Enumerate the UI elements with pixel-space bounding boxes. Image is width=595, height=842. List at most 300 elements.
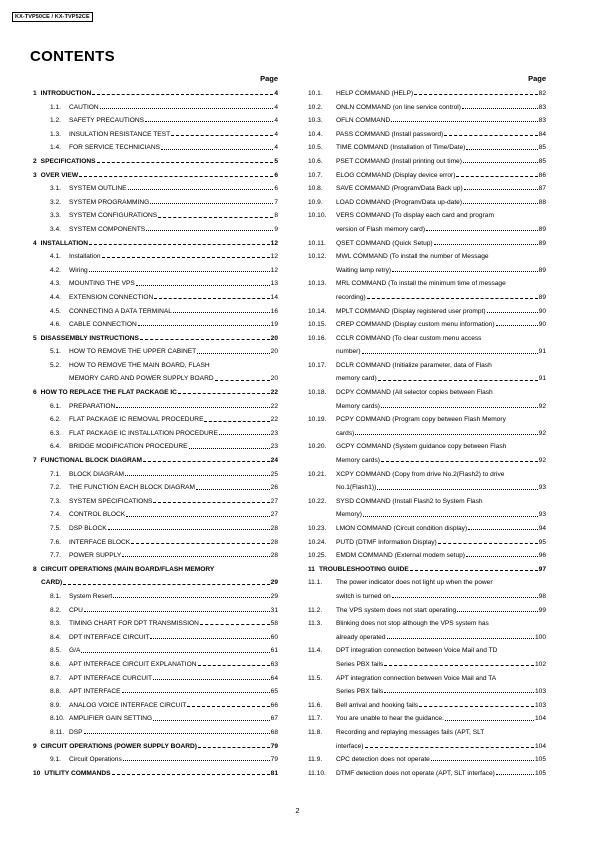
toc-entry-title: MRL COMMAND (To install the minimum time of message	[336, 280, 506, 288]
toc-entry-page: 92	[538, 429, 546, 437]
toc-entry[interactable]	[308, 318, 546, 332]
toc-entry-number: 9.1.	[50, 756, 61, 764]
toc-entry[interactable]	[308, 305, 546, 319]
toc-entry-page: 29	[270, 592, 278, 600]
toc-entry[interactable]	[33, 141, 278, 155]
toc-entry-page: 19	[270, 321, 278, 329]
toc-entry-number: 11.2.	[308, 606, 323, 614]
toc-leader	[81, 652, 269, 653]
toc-entry-number: 8	[33, 565, 37, 573]
toc-entry-title: FOR SERVICE TECHNICIANS	[69, 144, 160, 152]
toc-entry[interactable]	[308, 726, 546, 740]
toc-entry[interactable]	[33, 237, 278, 251]
toc-entry-number: 10.3.	[308, 117, 323, 125]
toc-entry[interactable]	[33, 753, 278, 767]
toc-entry[interactable]	[308, 590, 546, 604]
toc-entry[interactable]	[33, 101, 278, 115]
page-column-header: Page	[528, 74, 546, 83]
toc-entry-number: 3.4.	[50, 225, 61, 233]
toc-entry[interactable]	[33, 740, 278, 754]
toc-entry-title: CONTROL BLOCK	[69, 511, 126, 519]
toc-entry[interactable]	[33, 332, 278, 346]
toc-leader	[84, 733, 270, 734]
toc-entry-page: 66	[270, 701, 278, 709]
toc-entry-number: 11.5.	[308, 674, 323, 682]
toc-leader	[189, 448, 270, 449]
toc-entry-number: 6.1.	[50, 402, 61, 410]
toc-entry[interactable]	[33, 495, 278, 509]
toc-entry-page: 20	[270, 348, 278, 356]
toc-entry-title: TROUBLESHOOTING GUIDE	[318, 565, 409, 573]
toc-entry-title: CPC detection does not operate	[336, 756, 430, 764]
toc-entry-number: 10.9.	[308, 198, 323, 206]
toc-leader	[100, 108, 274, 109]
toc-entry-number: 7.7.	[50, 552, 61, 560]
toc-leader	[466, 149, 537, 150]
toc-entry-page: 58	[270, 620, 278, 628]
toc-leader	[79, 176, 273, 177]
page-number: 2	[295, 806, 300, 815]
toc-leader	[496, 325, 538, 326]
toc-entry[interactable]	[308, 169, 546, 183]
toc-entry[interactable]	[308, 495, 546, 509]
toc-entry-title: FUNCTIONAL BLOCK DIAGRAM	[40, 457, 143, 465]
toc-entry[interactable]	[308, 522, 546, 536]
toc-entry-title: Bell arrival and hooking fails	[336, 701, 419, 709]
toc-entry[interactable]	[33, 277, 278, 291]
toc-entry-page: 91	[538, 375, 546, 383]
toc-entry-number: 1	[33, 90, 37, 97]
toc-entry-page: 63	[270, 660, 278, 668]
toc-leader	[197, 353, 270, 354]
toc-entry[interactable]	[33, 427, 278, 441]
toc-entry-title: Circuit Operations	[69, 756, 122, 764]
toc-entry[interactable]	[308, 264, 546, 278]
toc-entry[interactable]	[33, 563, 278, 577]
toc-entry[interactable]	[308, 87, 546, 101]
toc-entry[interactable]	[33, 767, 278, 781]
toc-entry[interactable]	[308, 767, 546, 781]
toc-entry-title: DSP BLOCK	[69, 525, 107, 532]
toc-leader	[410, 570, 538, 571]
toc-entry-title: already operated	[336, 633, 386, 641]
toc-entry-title: MWL COMMAND (To install the number of Message	[336, 253, 489, 261]
toc-entry-page: 13	[270, 280, 278, 288]
toc-entry-page: 9	[274, 225, 278, 233]
toc-entry[interactable]	[33, 685, 278, 699]
toc-entry[interactable]	[308, 617, 546, 631]
toc-leader	[381, 407, 538, 408]
toc-entry[interactable]	[308, 508, 546, 522]
toc-entry-page: 60	[270, 633, 278, 641]
toc-entry-title: APT integration connection between Voice Mail and TA	[336, 674, 497, 682]
toc-entry-number: 6.4.	[50, 443, 61, 451]
toc-entry[interactable]	[308, 101, 546, 115]
toc-entry[interactable]	[33, 481, 278, 495]
toc-entry[interactable]	[308, 672, 546, 686]
toc-entry-number: 4	[33, 239, 37, 247]
toc-entry[interactable]	[308, 332, 546, 346]
toc-entry-number: 7	[33, 457, 37, 465]
toc-entry-title: G/A	[69, 647, 81, 655]
toc-entry[interactable]	[33, 604, 278, 618]
toc-entry[interactable]	[33, 250, 278, 264]
toc-entry-title: VERS COMMAND (To display each card and program	[336, 212, 494, 220]
toc-entry[interactable]	[33, 508, 278, 522]
toc-entry-page: 94	[538, 525, 546, 532]
toc-entry-number: 1.3.	[50, 130, 61, 138]
toc-entry-title: PREPARATION	[69, 402, 116, 410]
toc-entry[interactable]	[308, 563, 546, 577]
toc-leader	[154, 298, 269, 299]
toc-entry[interactable]	[308, 658, 546, 672]
toc-entry-number: 5.2.	[50, 361, 61, 369]
toc-entry-title: The power indicator does not light up when the power	[336, 579, 493, 587]
toc-entry-page: 27	[270, 497, 278, 505]
toc-entry-title: Memory cards)	[336, 402, 380, 410]
toc-entry-title: number)	[336, 348, 361, 356]
toc-leader	[150, 203, 273, 204]
toc-entry-title: cards)	[336, 429, 355, 437]
toc-entry-title: CARD)	[41, 579, 63, 587]
toc-entry[interactable]	[308, 454, 546, 468]
toc-entry-number: 10.7.	[308, 171, 323, 179]
toc-entry-number: 11.6.	[308, 701, 323, 709]
toc-leader	[187, 706, 269, 707]
toc-entry[interactable]	[308, 699, 546, 713]
toc-entry[interactable]	[33, 454, 278, 468]
toc-entry-title: DTMF detection does not operate (APT, SLT interface)	[336, 769, 495, 777]
toc-entry-page: 68	[270, 728, 278, 736]
toc-entry-title: POWER SUPPLY	[69, 552, 122, 560]
toc-entry[interactable]	[33, 223, 278, 237]
toc-entry[interactable]	[33, 522, 278, 536]
toc-entry-title: DPT integration connection between Voice Mail and TD	[336, 647, 498, 655]
toc-entry-page: 105	[534, 756, 546, 764]
toc-entry-page: 6	[274, 185, 278, 193]
toc-list-right	[308, 87, 546, 780]
toc-entry-number: 11.7.	[308, 715, 323, 723]
toc-entry-title: memory card)	[336, 375, 377, 383]
toc-entry[interactable]	[308, 237, 546, 251]
toc-entry[interactable]	[308, 712, 546, 726]
toc-right-column	[308, 72, 546, 780]
toc-leader	[122, 692, 270, 693]
toc-leader	[365, 747, 534, 748]
toc-entry-page: 89	[538, 239, 546, 247]
toc-entry[interactable]	[308, 753, 546, 767]
toc-leader	[464, 189, 538, 190]
toc-entry-number: 8.7.	[50, 674, 61, 682]
toc-entry-page: 31	[270, 606, 278, 614]
toc-entry[interactable]	[308, 604, 546, 618]
toc-leader	[173, 312, 270, 313]
toc-entry[interactable]	[33, 318, 278, 332]
toc-entry-page: 105	[534, 769, 546, 777]
toc-entry-title: BLOCK DIAGRAM	[69, 470, 124, 478]
toc-leader	[153, 679, 270, 680]
toc-entry[interactable]	[33, 400, 278, 414]
toc-entry[interactable]	[308, 196, 546, 210]
toc-entry[interactable]	[33, 87, 278, 101]
toc-entry-page: 23	[270, 429, 278, 437]
toc-entry[interactable]	[33, 590, 278, 604]
toc-entry[interactable]	[308, 440, 546, 454]
toc-entry-number: 10.11.	[308, 239, 326, 247]
toc-entry[interactable]	[308, 386, 546, 400]
toc-entry[interactable]	[308, 468, 546, 482]
toc-entry[interactable]	[308, 549, 546, 563]
toc-entry-number: 6	[33, 389, 37, 397]
toc-entry-number: 10.10.	[308, 212, 327, 220]
toc-entry-page: 86	[538, 171, 546, 179]
toc-leader	[128, 189, 274, 190]
toc-entry-page: 87	[538, 185, 546, 193]
toc-leader	[419, 706, 534, 707]
toc-entry-number: 10.13.	[308, 280, 327, 288]
toc-leader	[122, 556, 269, 557]
toc-leader	[378, 380, 538, 381]
toc-entry-title: GCPY COMMAND (System guidance copy between Flash	[336, 443, 507, 451]
toc-leader	[196, 489, 270, 490]
toc-entry-page: 96	[538, 552, 546, 560]
toc-entry-title: Series PBX fails	[336, 660, 384, 668]
toc-entry-title: Waiting lamp retry)	[336, 266, 392, 274]
toc-leader	[456, 176, 537, 177]
toc-entry-title: CIRCUIT OPERATIONS (POWER SUPPLY BOARD)	[40, 742, 197, 750]
toc-entry[interactable]	[33, 631, 278, 645]
toc-entry-page: 91	[538, 348, 546, 356]
toc-entry[interactable]	[33, 209, 278, 223]
toc-entry[interactable]	[308, 155, 546, 169]
toc-leader	[204, 421, 269, 422]
toc-entry[interactable]	[308, 576, 546, 590]
toc-entry[interactable]	[33, 128, 278, 142]
toc-entry[interactable]	[33, 699, 278, 713]
toc-entry[interactable]	[33, 291, 278, 305]
toc-entry-title: SYSD COMMAND (Install Flash2 to System Flash	[336, 497, 483, 505]
toc-leader	[145, 121, 273, 122]
toc-leader	[102, 257, 270, 258]
toc-entry-number: 7.2.	[50, 484, 61, 492]
toc-entry-title: CIRCUIT OPERATIONS (MAIN BOARD/FLASH MEMORY	[40, 565, 215, 573]
toc-entry[interactable]	[308, 114, 546, 128]
toc-entry[interactable]	[308, 740, 546, 754]
toc-entry-number: 1.1.	[50, 103, 61, 111]
toc-entry-page: 12	[270, 239, 278, 247]
toc-entry-number: 3.3.	[50, 212, 61, 220]
toc-entry-number: 4.1.	[50, 253, 61, 261]
toc-entry-number: 10.2.	[308, 103, 323, 111]
toc-entry-page: 97	[538, 565, 546, 573]
toc-entry[interactable]	[33, 413, 278, 427]
toc-entry[interactable]	[33, 372, 278, 386]
toc-entry[interactable]	[33, 114, 278, 128]
toc-entry-page: 24	[270, 457, 278, 465]
toc-entry-title: FLAT PACKAGE IC INSTALLATION PROCEDURE	[69, 429, 218, 437]
toc-entry-page: 89	[538, 293, 546, 301]
toc-leader	[434, 244, 538, 245]
toc-entry-page: 16	[270, 307, 278, 315]
toc-leader	[219, 434, 270, 435]
toc-entry-page: 104	[534, 715, 546, 723]
toc-leader	[63, 584, 269, 585]
toc-entry[interactable]	[33, 576, 278, 590]
toc-leader	[200, 624, 270, 625]
toc-entry[interactable]	[308, 481, 546, 495]
toc-leader	[392, 271, 538, 272]
toc-entry-page: 83	[538, 103, 546, 111]
toc-entry-page: 103	[534, 701, 546, 709]
toc-entry-title: PASS COMMAND (Install password)	[336, 130, 444, 138]
toc-entry-title: Memory)	[336, 511, 363, 519]
toc-entry[interactable]	[308, 400, 546, 414]
toc-entry-title: Blinking does not stop although the VPS system has	[336, 620, 489, 628]
toc-entry[interactable]	[308, 644, 546, 658]
toc-entry-number: 8.5.	[50, 647, 61, 655]
toc-entry-number: 8.8.	[50, 688, 61, 696]
toc-entry-page: 61	[270, 647, 278, 655]
toc-entry-title: HELP COMMAND (HELP)	[336, 90, 414, 97]
toc-entry-title: FLAT PACKAGE IC REMOVAL PROCEDURE	[69, 416, 204, 424]
toc-entry[interactable]	[33, 305, 278, 319]
toc-entry[interactable]	[33, 549, 278, 563]
toc-entry-number: 11.9.	[308, 756, 323, 764]
toc-entry[interactable]	[308, 359, 546, 373]
toc-entry[interactable]	[308, 536, 546, 550]
toc-entry[interactable]	[308, 291, 546, 305]
toc-entry[interactable]	[308, 128, 546, 142]
toc-entry-title: You are unable to hear the guidance.	[336, 715, 444, 723]
toc-entry-title: DCLR COMMAND (Initialize parameter, data of Flash	[336, 361, 492, 369]
toc-entry-page: 100	[534, 633, 546, 641]
toc-entry[interactable]	[33, 359, 278, 373]
toc-entry[interactable]	[33, 726, 278, 740]
toc-leader	[445, 720, 534, 721]
toc-entry-page: 79	[270, 756, 278, 764]
toc-entry-page: 89	[538, 266, 546, 274]
toc-leader	[362, 353, 538, 354]
toc-entry[interactable]	[308, 345, 546, 359]
toc-entry-number: 7.5.	[50, 525, 61, 532]
toc-entry-title: ANALOG VOICE INTERFACE CIRCUIT	[69, 701, 187, 709]
toc-entry-title: interface)	[336, 742, 364, 750]
toc-entry-title: CPU	[69, 606, 83, 614]
toc-leader	[496, 774, 534, 775]
toc-entry-number: 6.2.	[50, 416, 61, 424]
toc-entry[interactable]	[33, 182, 278, 196]
toc-entry-number: 10.12.	[308, 253, 327, 261]
toc-leader	[487, 312, 538, 313]
toc-leader	[355, 434, 537, 435]
toc-entry[interactable]	[33, 196, 278, 210]
toc-entry[interactable]	[33, 672, 278, 686]
toc-entry-page: 104	[534, 742, 546, 750]
toc-entry[interactable]	[308, 209, 546, 223]
toc-leader	[113, 597, 269, 598]
toc-entry-title: CCLR COMMAND (To clear custom menu access	[336, 334, 482, 342]
toc-entry[interactable]	[308, 250, 546, 264]
toc-entry[interactable]	[308, 427, 546, 441]
toc-leader	[140, 339, 270, 340]
toc-leader	[112, 774, 270, 775]
toc-entry-page: 14	[270, 293, 278, 301]
toc-entry[interactable]	[33, 345, 278, 359]
toc-leader	[126, 516, 269, 517]
toc-entry[interactable]	[33, 617, 278, 631]
toc-leader	[136, 285, 270, 286]
toc-entry[interactable]	[33, 658, 278, 672]
toc-entry-title: DSP	[69, 728, 83, 736]
page-title: CONTENTS	[30, 48, 115, 65]
toc-leader	[431, 760, 534, 761]
toc-leader	[392, 597, 538, 598]
toc-entry[interactable]	[33, 155, 278, 169]
toc-entry[interactable]	[308, 141, 546, 155]
toc-leader	[363, 516, 538, 517]
toc-left-column	[33, 72, 278, 780]
toc-entry-page: 28	[270, 538, 278, 546]
toc-entry-number: 10.16.	[308, 334, 327, 342]
toc-entry-number: 8.2.	[50, 606, 61, 614]
toc-leader	[146, 230, 273, 231]
toc-entry-title: HOW TO REMOVE THE UPPER CABINET	[69, 348, 197, 356]
toc-entry-title: EXTENSION CONNECTION	[69, 293, 154, 301]
toc-entry-title: QSET COMMAND (Quick Setup)	[336, 239, 433, 247]
toc-entry-number: 4.4.	[50, 293, 61, 301]
toc-entry-title: AMPLIFIER GAIN SETTING	[69, 715, 153, 723]
toc-entry-number: 3.2.	[50, 198, 61, 206]
toc-entry-title: APT INTERFACE	[69, 688, 121, 696]
toc-entry-title: Series PBX fails	[336, 688, 384, 696]
toc-entry-page: 89	[538, 225, 546, 233]
toc-entry[interactable]	[33, 386, 278, 400]
toc-entry-title: DCPY COMMAND (All selector copies between Flash	[336, 389, 493, 397]
toc-entry[interactable]	[308, 277, 546, 291]
toc-entry-title: CAUTION	[69, 103, 99, 111]
toc-entry-number: 10.20.	[308, 443, 327, 451]
toc-entry[interactable]	[308, 372, 546, 386]
toc-entry-title: HOW TO REPLACE THE FLAT PACKAGE IC	[40, 389, 177, 397]
toc-entry-number: 4.5.	[50, 307, 61, 315]
toc-entry-title: XCPY COMMAND (Copy from drive No.2(Flash2) to drive	[336, 470, 505, 478]
toc-entry[interactable]	[33, 169, 278, 183]
toc-entry[interactable]	[33, 264, 278, 278]
toc-entry[interactable]	[308, 631, 546, 645]
toc-leader	[444, 135, 537, 136]
toc-entry[interactable]	[33, 440, 278, 454]
toc-leader	[161, 149, 273, 150]
toc-entry-number: 10.4.	[308, 130, 323, 138]
toc-entry[interactable]	[308, 413, 546, 427]
toc-entry-page: 79	[270, 742, 278, 750]
toc-entry-number: 10	[33, 769, 41, 777]
toc-entry[interactable]	[33, 536, 278, 550]
toc-entry[interactable]	[308, 685, 546, 699]
toc-entry[interactable]	[33, 468, 278, 482]
toc-entry[interactable]	[308, 223, 546, 237]
toc-entry-title: PSET COMMAND (Install printing out time)	[336, 157, 462, 165]
toc-entry[interactable]	[33, 712, 278, 726]
toc-entry-number: 10.22.	[308, 497, 327, 505]
toc-entry-title: DISASSEMBLY INSTRUCTIONS	[40, 334, 139, 342]
toc-leader	[367, 298, 538, 299]
toc-entry[interactable]	[33, 644, 278, 658]
toc-entry[interactable]	[308, 182, 546, 196]
toc-leader	[462, 108, 538, 109]
toc-entry-page: 29	[270, 579, 278, 587]
toc-entry-number: 3.1.	[50, 185, 61, 193]
